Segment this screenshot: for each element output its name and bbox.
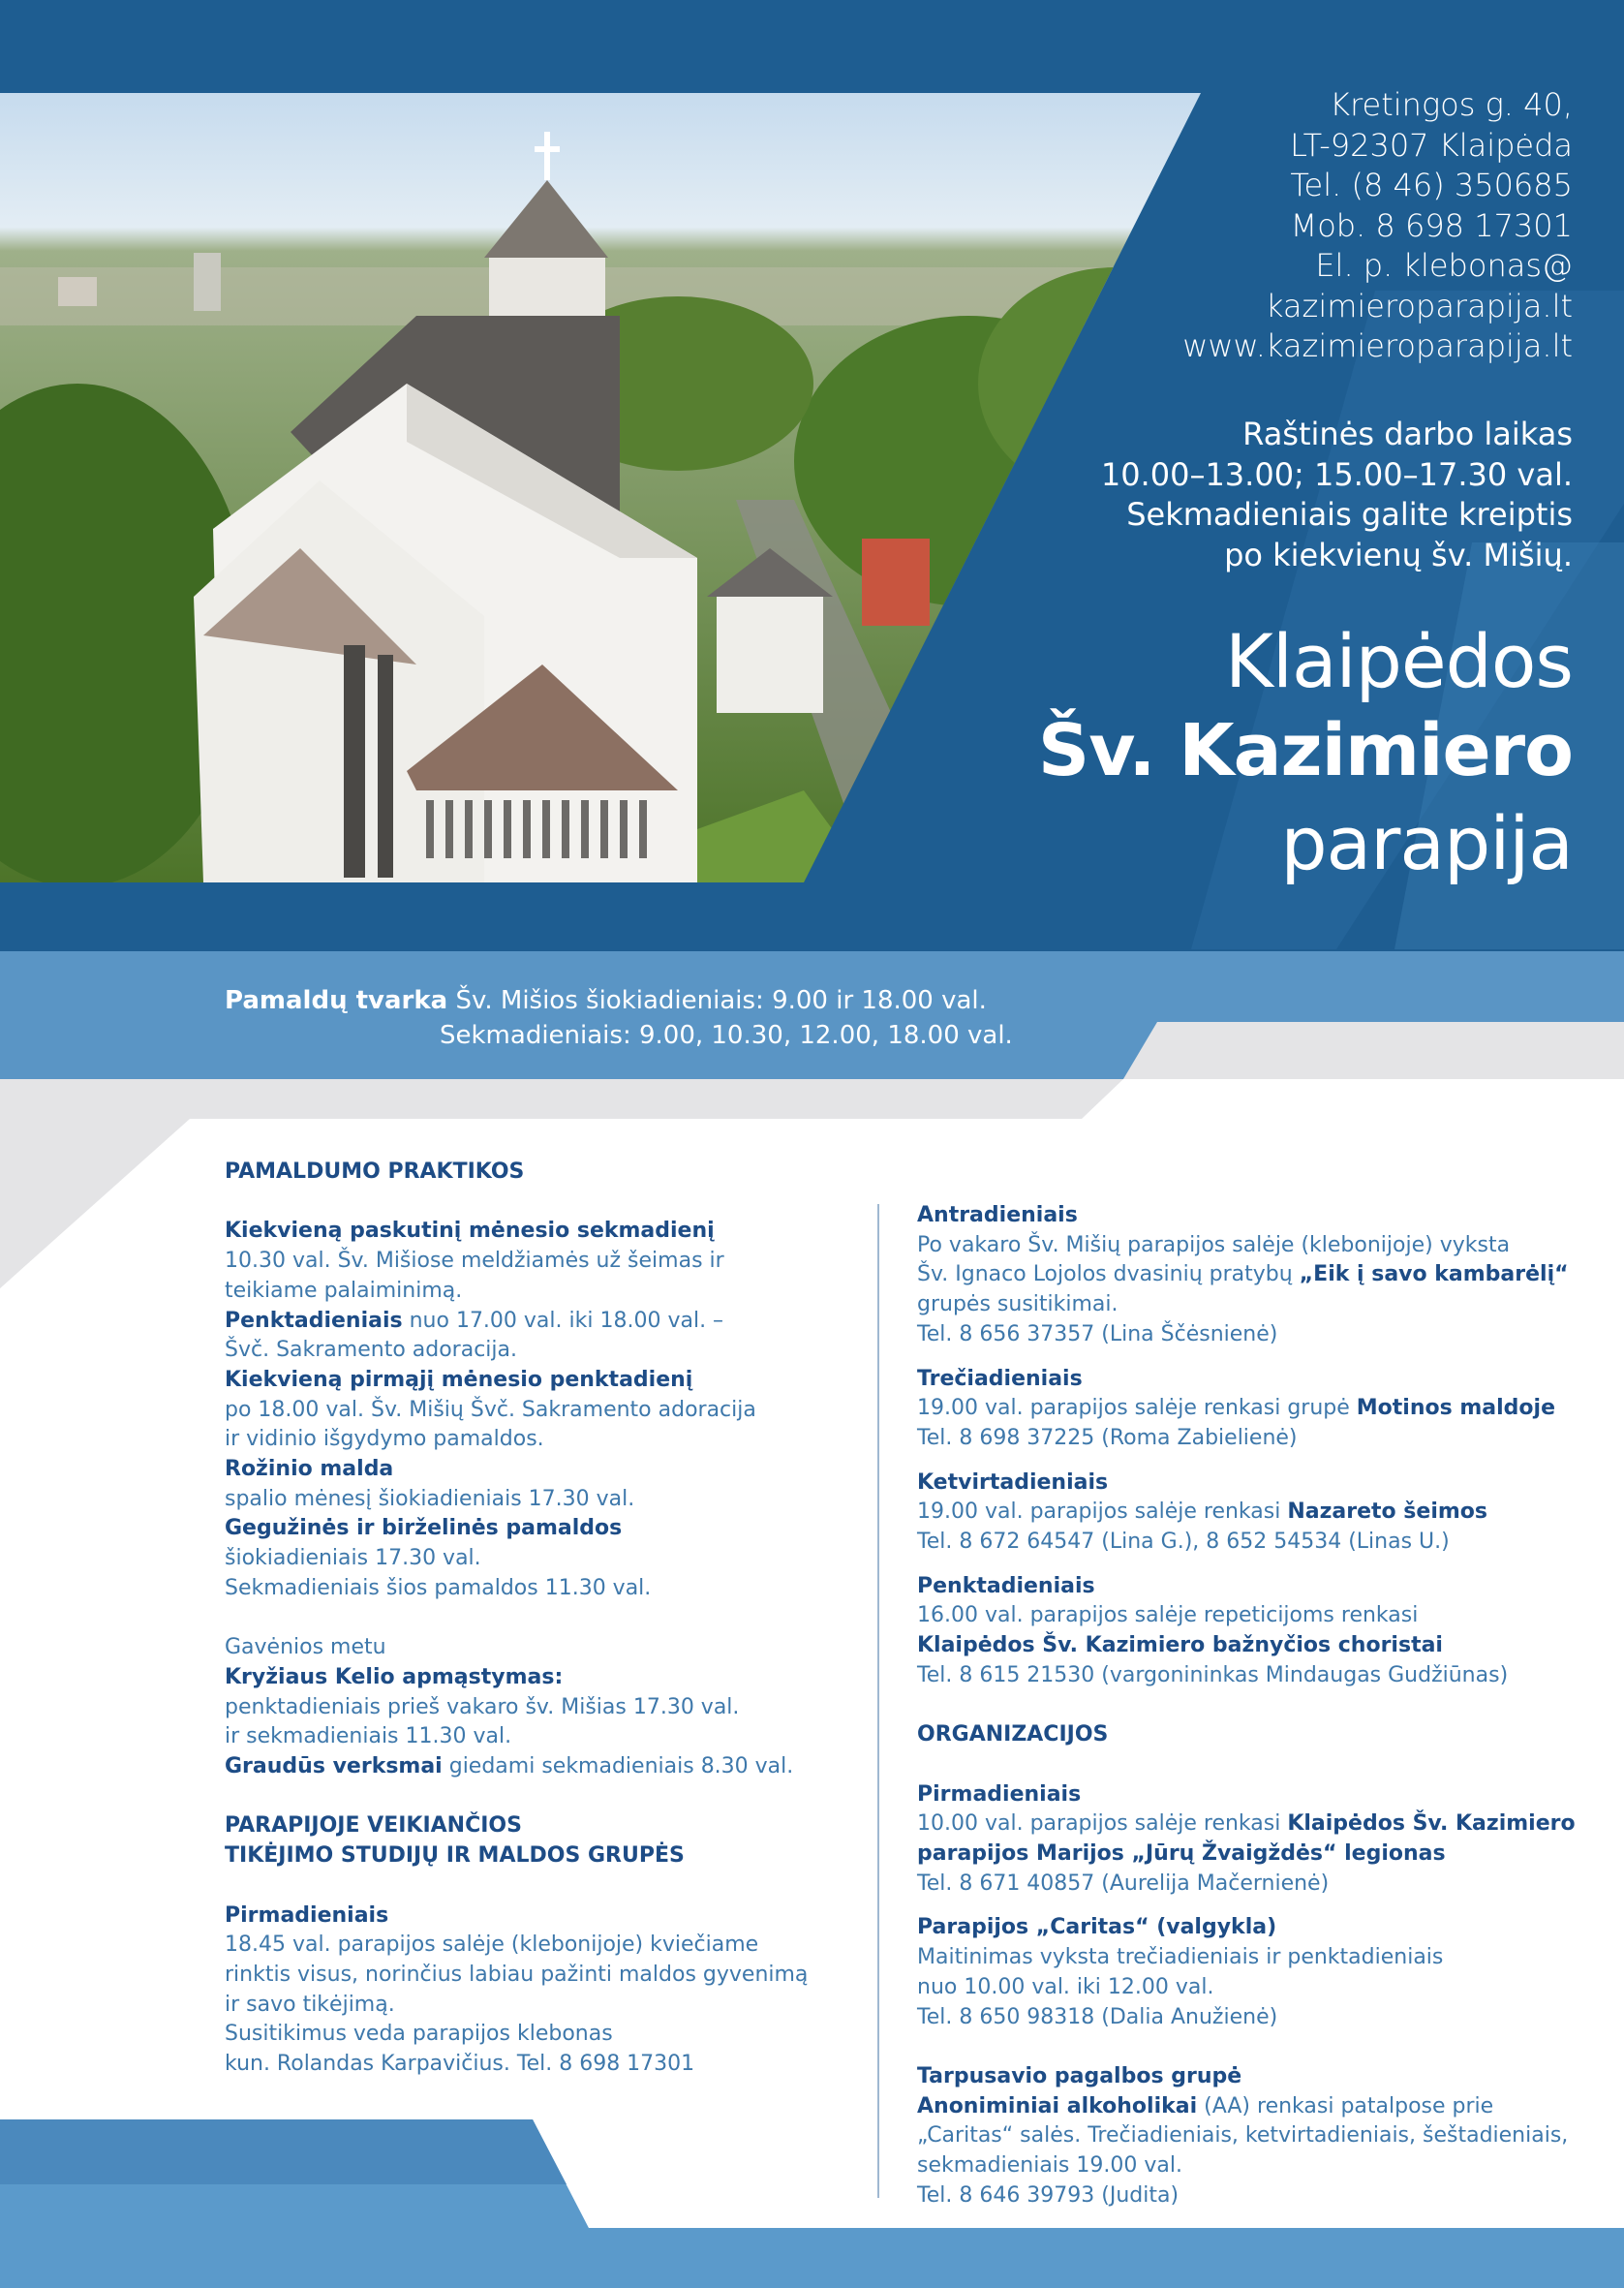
mass-schedule-line-1	[225, 983, 1013, 1018]
contact-info	[1182, 85, 1573, 367]
group-text	[917, 2092, 1576, 2122]
group-text: ir savo tikėjimą.	[225, 1992, 395, 2017]
group-text: nuo 10.00 val. iki 12.00 val.	[917, 1974, 1214, 1999]
practice-text: 10.30 val. Šv. Mišiose meldžiamės už šeimas ir	[225, 1249, 724, 1274]
left-column	[225, 1158, 864, 2080]
group-heading: Pirmadieniais	[917, 1781, 1082, 1807]
group-name: Anoniminiai alkoholikai	[917, 2093, 1198, 2118]
group-text: (AA) renkasi patalpose prie	[1197, 2093, 1494, 2118]
email-line-2: kazimieroparapija.lt	[1265, 287, 1573, 325]
church-photo	[0, 93, 1201, 882]
practice-text: po 18.00 val. Šv. Mišių Švč. Sakramento adoracija	[225, 1397, 756, 1422]
practice-heading: Kiekvieną pirmąjį mėnesio penktadienį	[225, 1367, 693, 1392]
practice-heading: Graudūs verksmai	[225, 1754, 443, 1779]
group-heading: Antradieniais	[917, 1203, 1078, 1227]
office-hours-line: Raštinės darbo laikas	[1242, 416, 1573, 452]
group-heading: Parapijos „Caritas“ (valgykla)	[917, 1915, 1277, 1940]
group-text	[917, 1394, 1576, 1424]
group-name: Nazareto šeimos	[1287, 1500, 1487, 1525]
practice-heading: Gegužinės ir birželinės pamaldos	[225, 1516, 623, 1541]
practice-text: spalio mėnesį šiokiadieniais 17.30 val.	[225, 1486, 635, 1511]
section-title: ORGANIZACIJOS	[917, 1722, 1109, 1747]
group-text: sekmadieniais 19.00 val.	[917, 2153, 1182, 2179]
email-line-1: El. p. klebonas@	[1315, 247, 1573, 284]
group-name: Klaipėdos Šv. Kazimiero bažnyčios choristai	[917, 1633, 1443, 1658]
group-phone: Tel. 8 615 21530 (vargonininkas Mindaugas Gudžiūnas)	[917, 1662, 1509, 1687]
practice-text: Sekmadieniais šios pamaldos 11.30 val.	[225, 1575, 652, 1600]
group-phone: Tel. 8 671 40857 (Aurelija Mačernienė)	[917, 1871, 1330, 1896]
group-text: Šv. Ignaco Lojolos dvasinių pratybų	[917, 1262, 1300, 1287]
title-line-1: Klaipėdos	[1225, 618, 1573, 704]
group-text: 16.00 val. parapijos salėje repeticijoms renkasi	[917, 1603, 1419, 1628]
office-hours-line: Sekmadieniais galite kreiptis	[1126, 496, 1573, 533]
group-text: 18.45 val. parapijos salėje (klebonijoje) kviečiame	[225, 1932, 759, 1958]
group-text: 19.00 val. parapijos salėje renkasi	[917, 1500, 1288, 1525]
practice-heading: Penktadieniais	[225, 1308, 403, 1333]
section-title: PARAPIJOJE VEIKIANČIOS	[225, 1813, 522, 1839]
practice-text: ir sekmadieniais 11.30 val.	[225, 1724, 512, 1749]
office-hours-line: 10.00–13.00; 15.00–17.30 val.	[1100, 455, 1573, 493]
group-heading: Tarpusavio pagalbos grupė	[917, 2063, 1242, 2088]
sunday-masses: Sekmadieniais: 9.00, 10.30, 12.00, 18.00 val.	[440, 1021, 1013, 1050]
group-phone: Tel. 8 656 37357 (Lina Ščėsnienė)	[917, 1321, 1278, 1346]
title-line-2: Šv. Kazimiero	[1037, 709, 1573, 792]
group-text: rinktis visus, norinčius labiau pažinti maldos gyvenimą	[225, 1962, 809, 1987]
address-line: Kretingos g. 40,	[1330, 86, 1573, 123]
group-text: 19.00 val. parapijos salėje renkasi grupė	[917, 1396, 1357, 1421]
practice-text: Gavėnios metu	[225, 1635, 386, 1660]
page-title	[1038, 620, 1573, 889]
practice-text: giedami sekmadieniais 8.30 val.	[442, 1754, 794, 1779]
practice-text: teikiame palaiminimą.	[225, 1278, 463, 1303]
group-text	[917, 1498, 1576, 1528]
group-name: Klaipėdos Šv. Kazimiero	[1287, 1811, 1576, 1837]
group-text: „Caritas“ salės. Trečiadieniais, ketvirtadieniais, šeštadieniais,	[917, 2123, 1569, 2149]
section-title: TIKĖJIMO STUDIJŲ IR MALDOS GRUPĖS	[225, 1843, 685, 1869]
mobile-line: Mob. 8 698 17301	[1290, 206, 1573, 244]
group-phone: Tel. 8 672 64547 (Lina G.), 8 652 54534 (Linas U.)	[917, 1530, 1450, 1555]
group-text: grupės susitikimai.	[917, 1292, 1118, 1317]
website-line: www.kazimieroparapija.lt	[1182, 327, 1573, 364]
group-phone: Tel. 8 646 39793 (Judita)	[917, 2182, 1180, 2208]
practice-text	[225, 1307, 864, 1337]
practice-text: penktadieniais prieš vakaro šv. Mišias 17.30 val.	[225, 1694, 740, 1719]
practice-text: ir vidinio išgydymo pamaldos.	[225, 1427, 544, 1452]
phone-line: Tel. (8 46) 350685	[1290, 167, 1573, 203]
practice-text: nuo 17.00 val. iki 18.00 val. –	[402, 1308, 724, 1333]
right-column	[917, 1201, 1576, 2211]
group-text	[917, 1260, 1576, 1290]
group-name: Motinos maldoje	[1356, 1396, 1556, 1421]
practice-text: Švč. Sakramento adoracija.	[225, 1338, 517, 1363]
mass-schedule	[225, 983, 1013, 1053]
practice-heading: Kryžiaus Kelio apmąstymas:	[225, 1664, 564, 1689]
group-heading: Ketvirtadieniais	[917, 1469, 1109, 1495]
practice-heading: Kiekvieną paskutinį mėnesio sekmadienį	[225, 1219, 715, 1244]
practice-heading: Rožinio malda	[225, 1457, 394, 1482]
group-text: Po vakaro Šv. Mišių parapijos salėje (klebonijoje) vyksta	[917, 1232, 1511, 1257]
office-hours	[1101, 415, 1573, 575]
title-line-3: parapija	[1280, 800, 1573, 886]
weekday-masses: Šv. Mišios šiokiadieniais: 9.00 ir 18.00 val.	[455, 986, 987, 1015]
group-heading: Trečiadieniais	[917, 1366, 1083, 1391]
practice-text: šiokiadieniais 17.30 val.	[225, 1546, 481, 1571]
group-heading: Pirmadieniais	[225, 1902, 389, 1928]
office-hours-line: po kiekvienų šv. Mišių.	[1224, 536, 1573, 573]
group-text: Susitikimus veda parapijos klebonas	[225, 2022, 613, 2047]
group-phone: Tel. 8 698 37225 (Roma Zabielienė)	[917, 1425, 1298, 1450]
group-name: „Eik į savo kambarėlį“	[1299, 1262, 1569, 1287]
practice-text	[225, 1752, 864, 1782]
group-heading: Penktadieniais	[917, 1573, 1095, 1598]
section-title: PAMALDUMO PRAKTIKOS	[225, 1159, 525, 1184]
group-phone: Tel. 8 650 98318 (Dalia Anužienė)	[917, 2004, 1278, 2029]
postal-line: LT-92307 Klaipėda	[1290, 126, 1573, 164]
mass-schedule-label: Pamaldų tvarka	[225, 986, 448, 1015]
column-divider	[877, 1204, 879, 2198]
group-text: Maitinimas vyksta trečiadieniais ir penktadieniais	[917, 1945, 1444, 1970]
group-text: kun. Rolandas Karpavičius. Tel. 8 698 17301	[225, 2052, 695, 2077]
group-name: parapijos Marijos „Jūrų Žvaigždės“ legionas	[917, 1841, 1446, 1867]
group-text: 10.00 val. parapijos salėje renkasi	[917, 1811, 1288, 1837]
group-text	[917, 1809, 1576, 1840]
